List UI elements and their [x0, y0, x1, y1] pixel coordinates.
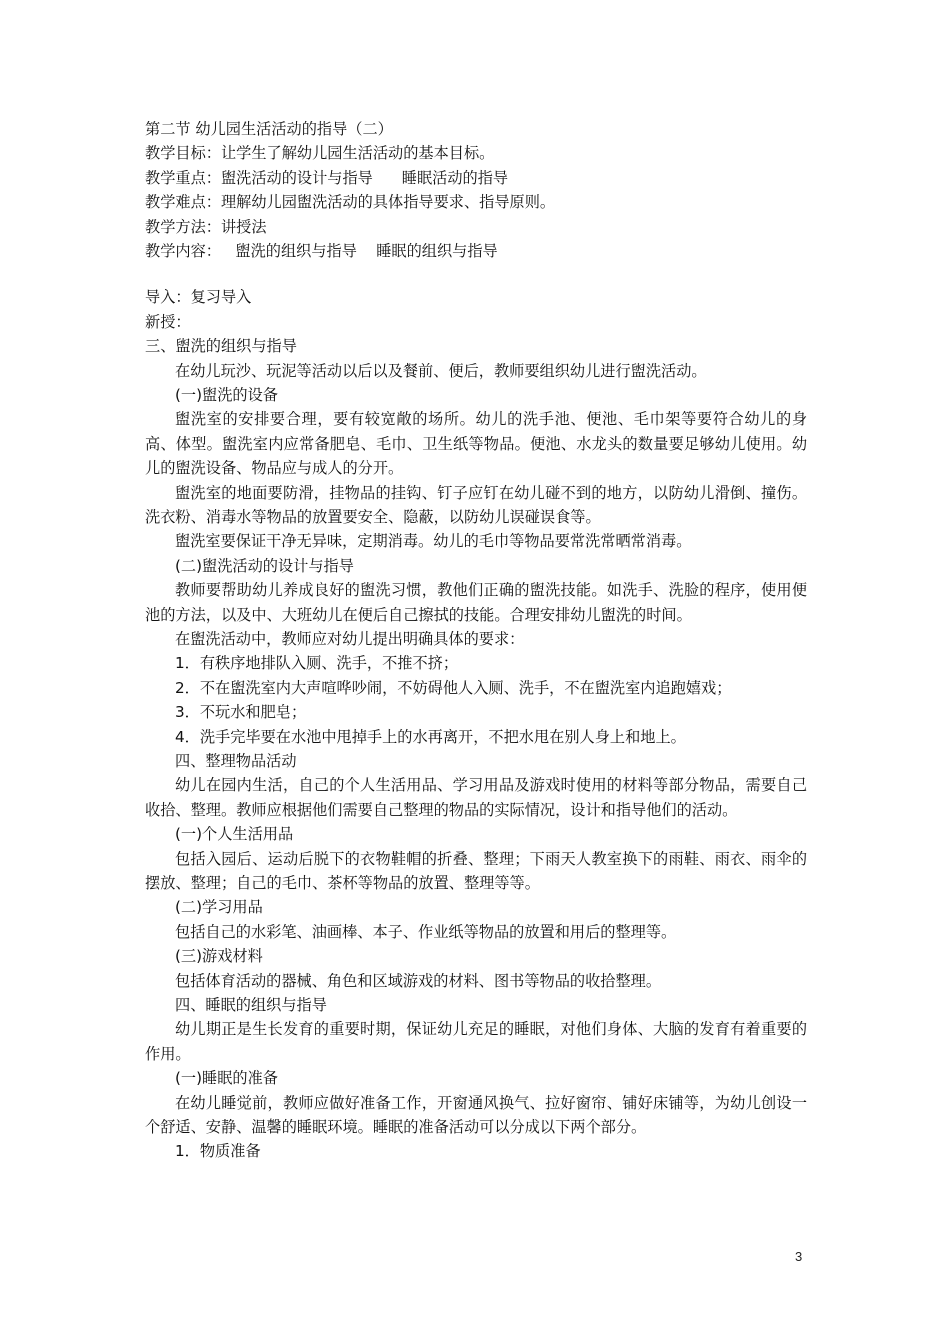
paragraph: 在幼儿玩沙、玩泥等活动以后以及餐前、便后，教师要组织幼儿进行盥洗活动。: [175, 361, 707, 380]
document-page: [145, 117, 807, 1164]
list-item: 2．不在盥洗室内大声喧哗吵闹，不妨碍他人入厕、洗手，不在盥洗室内追跑嬉戏；: [175, 678, 732, 697]
list-item: 1．物质准备: [175, 1142, 261, 1161]
paragraph: 盥洗室要保证干净无异味，定期消毒。幼儿的毛巾等物品要常洗常晒常消毒。: [175, 532, 692, 551]
subheading: (一)盥洗的设备: [175, 385, 278, 404]
paragraph: 幼儿期正是生长发育的重要时期，保证幼儿充足的睡眠，对他们身体、大脑的发育有着重要的作用。: [145, 1020, 807, 1063]
list-item: 3．不玩水和肥皂；: [175, 703, 307, 722]
heading-s3: 三、盥洗的组织与指导: [145, 337, 297, 356]
paragraph: 包括自己的水彩笔、油画棒、本子、作业纸等物品的放置和用后的整理等。: [175, 922, 677, 941]
new-lesson-line: 新授：: [145, 312, 191, 331]
section-title: 第二节 幼儿园生活活动的指导（二）: [145, 120, 393, 138]
teaching-key-points: 教学重点：盥洗活动的设计与指导 睡眠活动的指导: [145, 168, 509, 187]
paragraph: 在幼儿睡觉前，教师应做好准备工作，开窗通风换气、拉好窗帘、铺好床铺等，为幼儿创设一个舒适、安静、温馨的睡眠环境。睡眠的准备活动可以分成以下两个部分。: [145, 1093, 807, 1136]
teaching-method: 教学方法：讲授法: [145, 217, 267, 236]
paragraph: 教师要帮助幼儿养成良好的盥洗习惯，教他们正确的盥洗技能。如洗手、洗脸的程序，使用便池的方法，以及中、大班幼儿在便后自己擦拭的技能。合理安排幼儿盥洗的时间。: [145, 581, 807, 624]
subheading: (一)睡眠的准备: [175, 1069, 278, 1088]
list-item: 4．洗手完毕要在水池中甩掉手上的水再离开，不把水甩在别人身上和地上。: [175, 727, 686, 746]
page-number: 3: [795, 1249, 803, 1264]
spacer: [145, 263, 807, 285]
teaching-difficulty: 教学难点：理解幼儿园盥洗活动的具体指导要求、指导原则。: [145, 193, 556, 212]
paragraph: 包括体育活动的器械、角色和区域游戏的材料、图书等物品的收拾整理。: [175, 971, 661, 990]
teaching-goal: 教学目标：让学生了解幼儿园生活活动的基本目标。: [145, 144, 495, 163]
list-item: 1．有秩序地排队入厕、洗手，不推不挤；: [175, 654, 459, 673]
paragraph: 盥洗室的安排要合理，要有较宽敞的场所。幼儿的洗手池、便池、毛巾架等要符合幼儿的身高、体型。盥洗室内应常备肥皂、毛巾、卫生纸等物品。便池、水龙头的数量要足够幼儿使用。幼儿的盥洗设备、物品应与成人的分开。: [145, 410, 807, 478]
paragraph: 包括入园后、运动后脱下的衣物鞋帽的折叠、整理；下雨天人教室换下的雨鞋、雨衣、雨伞的摆放、整理；自己的毛巾、茶杯等物品的放置、整理等等。: [145, 849, 807, 892]
intro-line: 导入：复习导入: [145, 288, 252, 307]
teaching-content: 教学内容： 盥洗的组织与指导 睡眠的组织与指导: [145, 241, 498, 260]
subheading: (二)盥洗活动的设计与指导: [175, 556, 354, 575]
subheading: (二)学习用品: [175, 898, 263, 917]
heading-s4b: 四、睡眠的组织与指导: [175, 995, 327, 1014]
paragraph: 幼儿在园内生活，自己的个人生活用品、学习用品及游戏时使用的材料等部分物品，需要自己收拾、整理。教师应根据他们需要自己整理的物品的实际情况，设计和指导他们的活动。: [145, 776, 807, 819]
heading-s4a: 四、整理物品活动: [175, 751, 297, 770]
paragraph: 在盥洗活动中，教师应对幼儿提出明确具体的要求：: [175, 629, 525, 648]
subheading: (三)游戏材料: [175, 947, 263, 966]
subheading: (一)个人生活用品: [175, 825, 294, 844]
paragraph: 盥洗室的地面要防滑，挂物品的挂钩、钉子应钉在幼儿碰不到的地方，以防幼儿滑倒、撞伤。洗衣粉、消毒水等物品的放置要安全、隐蔽，以防幼儿误碰误食等。: [145, 483, 807, 526]
